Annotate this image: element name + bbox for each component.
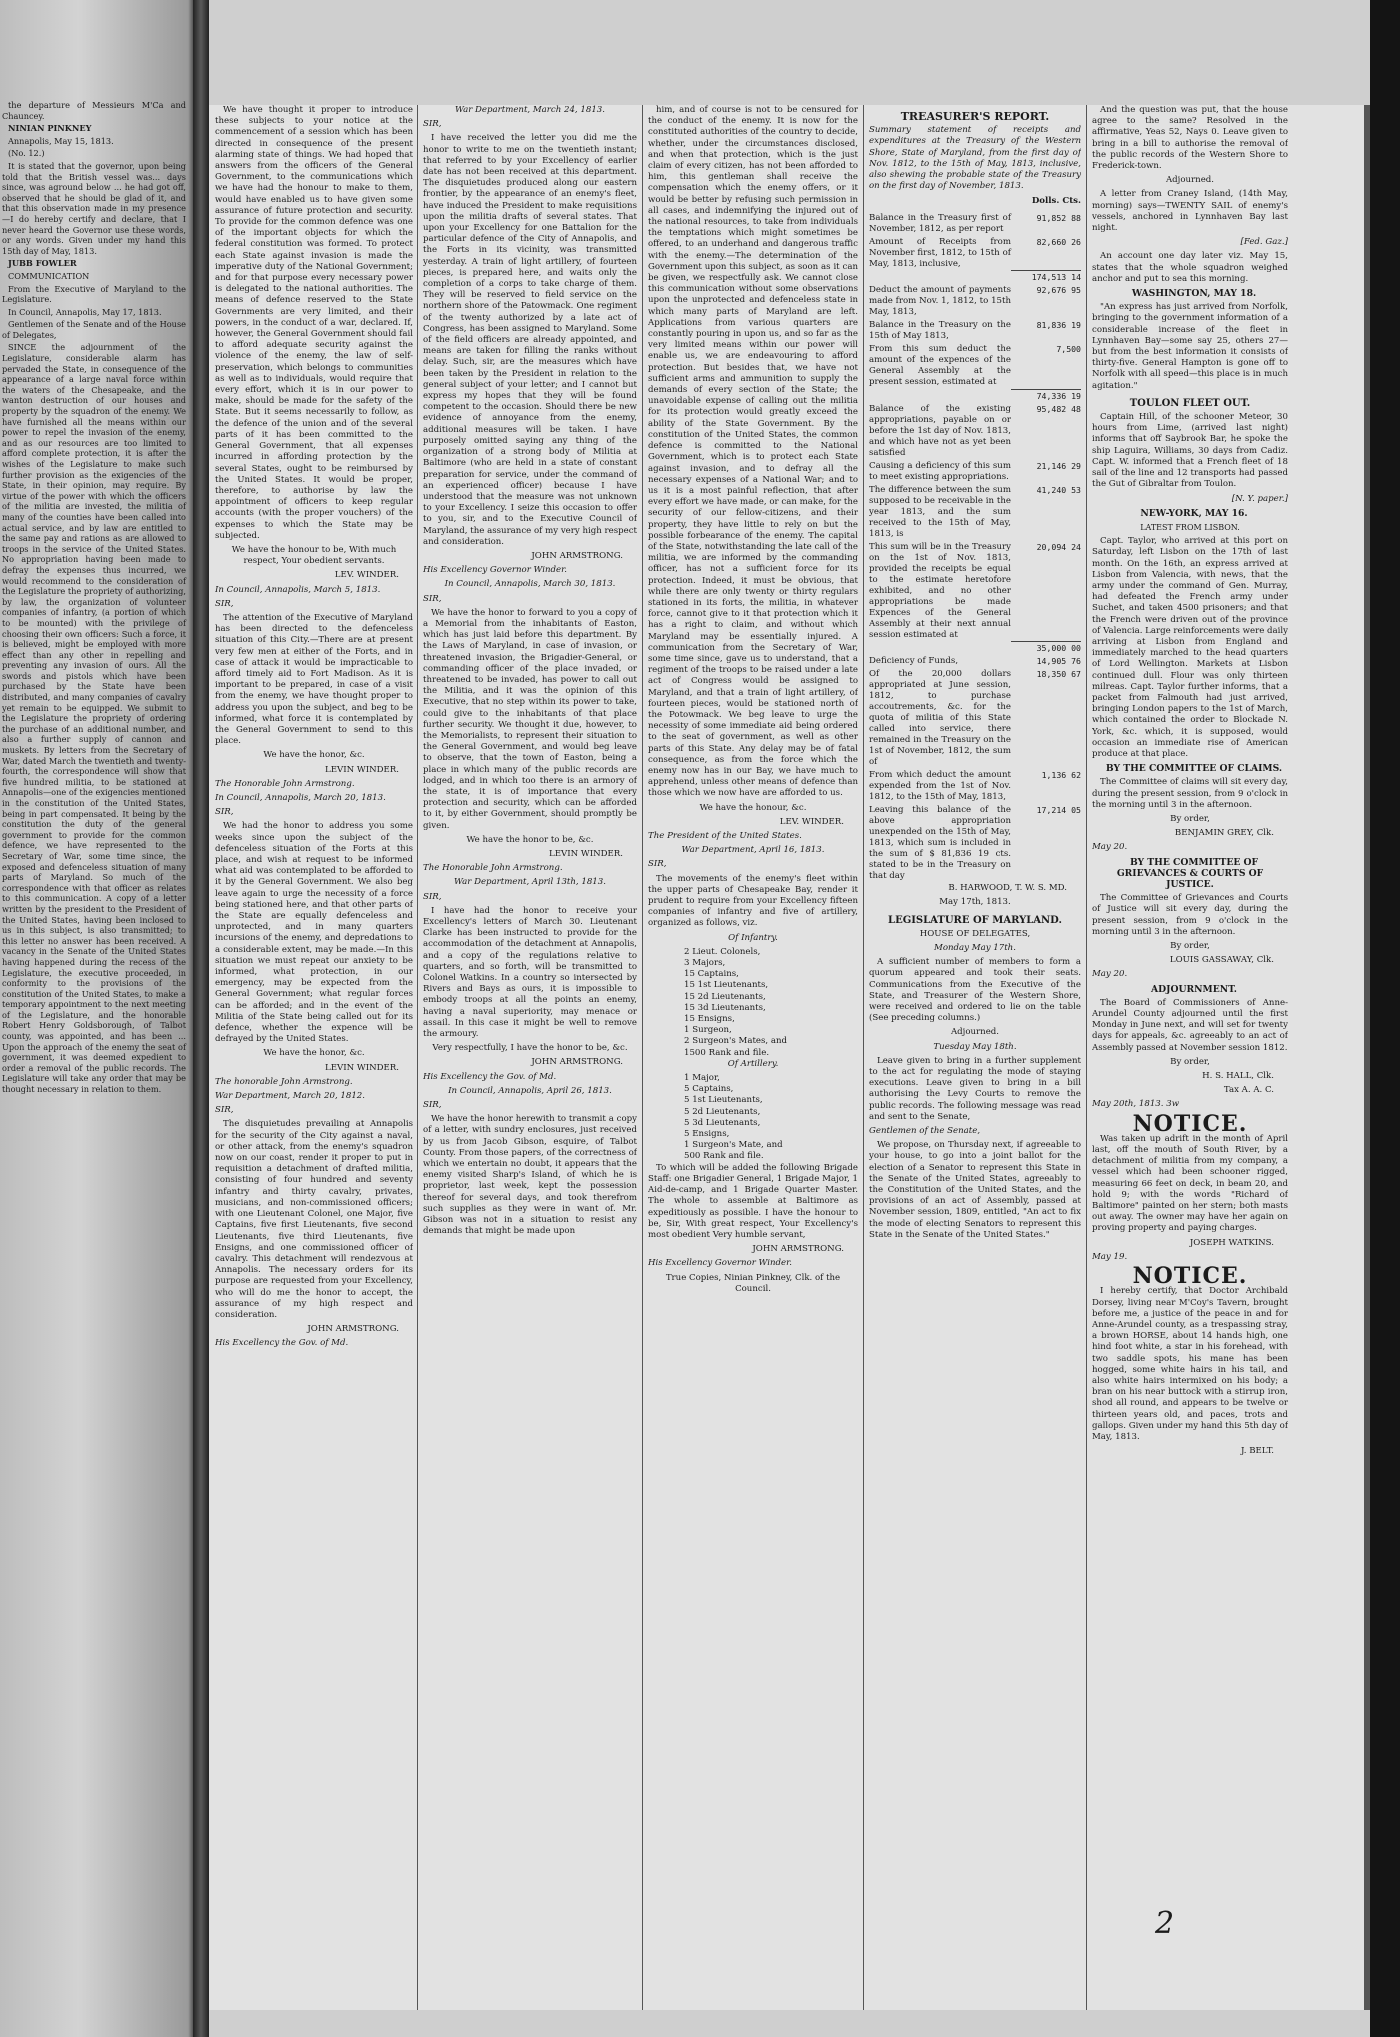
- treasury-label: Amount of Receipts from November first, 1812, to 15th of May, 1813, inclusive,: [869, 236, 1011, 269]
- signature: J. BELT.: [1240, 1446, 1274, 1457]
- infantry-heading: Of Infantry.: [728, 932, 778, 943]
- salutation: SIR,: [215, 598, 234, 609]
- signature-pinkney: NINIAN PINKNEY: [8, 123, 92, 134]
- signature: JOHN ARMSTRONG.: [307, 1324, 399, 1335]
- letter-heading: War Department, March 20, 1812.: [215, 1091, 366, 1102]
- letter-heading: In Council, Annapolis, March 30, 1813.: [444, 579, 616, 590]
- treasury-amount: 81,836 19: [1036, 320, 1081, 331]
- treasury-row: [869, 541, 1081, 642]
- letter-heading: In Council, Annapolis, March 5, 1813.: [215, 584, 381, 595]
- artillery-item: 1 Major,: [684, 1073, 720, 1084]
- treasury-amount: 74,336 19: [1011, 389, 1081, 403]
- infantry-item: 15 1st Lieutenants,: [684, 980, 769, 991]
- signature: JOHN ARMSTRONG.: [531, 1057, 623, 1068]
- monday-heading: Monday May 17th.: [934, 942, 1016, 953]
- news-paragraph: A letter from Craney Island, (14th May, morning) says—TWENTY SAIL of enemy's vessels, anchored in Lynnhaven Bay last night.: [1092, 189, 1288, 234]
- previous-page-edge: [0, 0, 196, 2037]
- infantry-item: 2 Surgeon's Mates, and: [684, 1036, 788, 1047]
- artillery-list: [648, 1073, 858, 1163]
- column-2: [423, 105, 637, 2010]
- treasurer-report-title: TREASURER'S REPORT.: [900, 110, 1050, 123]
- treasury-label: From this sum deduct the amount of the expences of the General Assembly at the present session, estimated at: [869, 344, 1011, 388]
- communication-title: COMMUNICATION: [8, 270, 90, 281]
- infantry-item: 15 2d Lieutenants,: [684, 991, 766, 1002]
- notice-paragraph: Was taken up adrift in the month of April last, off the mouth of South River, by a detachment of militia from my company, a vessel which had been schooner rigged, measuring 66 feet on deck, in beam 20, and hold 9; with the words "Richard of Baltimore" painted on her stern; both masts out away. The owner may have her again on proving property and paying charges.: [1092, 1133, 1288, 1234]
- treasury-row: [869, 236, 1081, 271]
- treasury-amount: 91,852 88: [1036, 212, 1081, 223]
- notice-paragraph: The Committee of claims will sit every day, during the present session, from 9 o'clock in the morning until 3 in the afternoon.: [1092, 777, 1288, 810]
- letter-heading: In Council, Annapolis, April 26, 1813.: [448, 1085, 612, 1096]
- notice-paragraph: I hereby certify, that Doctor Archibald Dorsey, living near M'Coy's Tavern, brought before me, a justice of the peace in and for Anne-Arundel county, as a trespassing stray, a brown HORSE, about 14 hands high, one hind foot white, a star in his forehead, with two saddle spots, his mane has been hogged, some white hairs in his tail, and also white hairs intermixed on his body; a bran on his near buttock with a stirrup iron, shod all round, and appears to be twelve or thirteen years old, and paces, trots and gallops. Given under my hand this 5th day of May, 1813.: [1092, 1286, 1288, 1442]
- lisbon-heading: LATEST FROM LISBON.: [1140, 522, 1240, 532]
- legislature-paragraph: We propose, on Thursday next, if agreeable to your house, to go into a joint ballot for the election of a Senator to represent this State in the Senate of the United States, agreeably to the Constitution of the United States, and the provisions of an act of Assembly, passed at November session, 1809, entitled, "An act to fix the mode of electing Senators to represent this State in the Senate of the United States.": [869, 1140, 1081, 1240]
- column-rule: [1086, 105, 1087, 2010]
- signature: LEV. WINDER.: [779, 816, 844, 827]
- treasury-amount: 35,000 00: [1011, 642, 1081, 656]
- treasury-amount: 17,214 05: [1036, 805, 1081, 816]
- notice-heading: NOTICE.: [1132, 1110, 1248, 1137]
- letter-paragraph: him, and of course is not to be censured for the conduct of the enemy. It is now for the constituted authorities of the country to decide, whether, under the circumstances disclosed, and when that protection, which is the just claim of every citizen, has not been afforded to him, this gentleman shall receive the compensation which the enemy offers, or it would be better by refusing such permission in all cases, and indemnifying the injured out of the national resources, to take from individuals the temptations which might sometimes be offered, to an underhand and dangerous traffic with the enemy.—The determination of the Government upon this subject, as soon as it can be given, we respectfully ask. We cannot close this communication without some observations upon the unprotected and defenceless state in which many parts of Maryland are left. Applications from various quarters are constantly pouring in upon us, and so far as the very limited means within our power will enable us, we are endeavouring to afford protection. But besides that, we have not sufficient arms and ammunition to supply the demands of every section of the State; the unavoidable expense of calling out the militia for its protection would greatly exceed the ability of the State Government. By the constitution of the United States, the common defence is committed to the National Government, which is to protect each State against invasion, and to defray all the necessary expenses of a National War; and to us it is a most painful reflection, that after every effort we have made, or can make, for the security of our fellow-citizens, and their property, they have little to rely on but the possible forbearance of the enemy. The capital of the State, notwithstanding the late call of the militia, we are informed by the commanding officer, has not a sufficient force for its protection. Indeed, it must be obvious, that while there are only twenty or thirty regulars stationed in its forts, the militia, in whatever force, cannot give to it that protection which it has a right to claim, and without which Maryland may be essentially injured. A communication from the Secretary of War, some time since, gave us to understand, that a regiment of the troops to be raised under a late act of Congress would be assigned to Maryland, and that a train of light artillery, of fourteen pieces, would be stationed north of the Potowmack. We beg leave to urge the necessity of some immediate aid being ordered to the seat of government, as well as other parts of this State. Any delay may be of fatal consequence, as from the force which the enemy now has in our Bay, we have much to apprehend, unless other means of defence than those which we now have are afforded to us.: [648, 105, 858, 799]
- infantry-item: 2 Lieut. Colonels,: [684, 946, 761, 957]
- column-1: [215, 105, 413, 2010]
- treasury-label: Balance in the Treasury first of November, 1812, as per report: [869, 212, 1011, 234]
- adjourned: Adjourned.: [950, 1027, 1000, 1038]
- date: May 20.: [1092, 842, 1128, 853]
- letter-closing: We have the honor, &c.: [263, 1048, 365, 1059]
- column-3: [648, 105, 858, 2010]
- artillery-item: 5 Captains,: [684, 1084, 734, 1095]
- treasury-amount: 92,676 95: [1036, 285, 1081, 296]
- treasury-row: [869, 642, 1081, 656]
- artillery-item: 5 3d Lieutenants,: [684, 1117, 761, 1128]
- salutation: SIR,: [648, 859, 667, 870]
- treasury-row: [869, 655, 1081, 668]
- treasury-label: Causing a deficiency of this sum to meet existing appropriations.: [869, 460, 1011, 482]
- column-rule: [863, 105, 864, 2010]
- signature: JOHN ARMSTRONG.: [531, 550, 623, 561]
- news-paragraph: "An express has just arrived from Norfolk, bringing to the government information of a considerable increase of the fleet in Lynnhaven Bay—some say 25, others 27—but from the best information it consists of thirty-five. General Hampton is gone off to Norfolk with all speed—this place is in much agitation.": [1092, 302, 1288, 391]
- treasury-row: [869, 804, 1081, 883]
- by-order: By order,: [1170, 1056, 1210, 1067]
- artillery-item: 5 2d Lieutenants,: [684, 1106, 761, 1117]
- signature: LEVIN WINDER.: [325, 1062, 399, 1073]
- by-order: By order,: [1170, 941, 1210, 952]
- infantry-item: 1500 Rank and file.: [684, 1047, 770, 1058]
- treasury-row: [869, 769, 1081, 804]
- certificate-text: It is stated that the governor, upon being told that the British vessel was... days since, was aground below ... he had got off, observed that he should be glad of it, and that this observation made in my presence—I do hereby certify and declare, that I never heard the Governor use these words, or any words. Given under my hand this 15th day of May, 1813.: [2, 160, 186, 256]
- communication-body: SINCE the adjournment of the Legislature, considerable alarm has pervaded the State, in consequence of the appearance of a large naval force within the waters of the Chesapeake, and the wanton destruction of our houses and property by the squadron of the enemy. We have furnished all the means within our power to repel the invasion of the enemy, and as our resources are too limited to afford complete protection, it is after the wishes of the Legislature to make such further provision as the exigencies of the State, in their opinion, may require. By virtue of the power with which the officers of the militia are invested, the militia of many of the counties have been called into actual service, and by law are entitled to the same pay and rations as are allowed to troops in the service of the United States. No appropriation having been made to defray the expenses thus incurred, we would recommend to the consideration of the Legislature the propriety of authorizing, by law, the organization of volunteer companies of infantry, (a portion of which to be mounted) with the privilege of choosing their own officers: Such a force, it is believed, might be employed with more effect than any other in repelling and preventing any invasion of ours. All the swords and pistols which have been purchased by the State have been distributed, and many companies of cavalry yet remain to be equipped. We submit to the Legislature the propriety of ordering the purchase of an additional number, and also a further supply of cannon and muskets. By letters from the Secretary of War, dated March the twentieth and twenty-fourth, the correspondence will show that five hundred militia, to be stationed at Annapolis—one of the exigencies mentioned in the constitution of the United States, being in part compensated. It being by the constitution the duty of the general government to provide for the common defence, we have represented to the Secretary of War, some time since, the exposed and defenceless situation of many parts of Maryland. So much of the correspondence with that officer as relates to this communication. A copy of a letter written by the president to the President of the United States, having been inclosed to us in this subject, is also transmitted; to this letter no answer has been received. A vacancy in the Senate of the United States having happened during the recess of the Legislature, the executive proceeded, in conformity to the provisions of the constitution of the United States, to make a temporary appointment to the next meeting of the Legislature, and the honorable Robert Henry Goldsborough, of Talbot county, was appointed, and has been ... Upon the approach of the enemy the seat of government, it was deemed expedient to order a removal of the public records. The Legislature will take any order that may be thought necessary in relation to them.: [2, 342, 186, 1095]
- signature: LOUIS GASSAWAY, Clk.: [1169, 955, 1274, 966]
- letter-closing: We have the honor to be, &c.: [466, 834, 594, 845]
- notice-paragraph: The Board of Commissioners of Anne-Arundel County adjourned until the first Monday in June next, and will set for twenty days for appeals, &c. agreeably to an act of Assembly passed at November session 1812.: [1092, 997, 1288, 1053]
- book-binding: [193, 0, 209, 2037]
- letter-paragraph: The disquietudes prevailing at Annapolis for the security of the City against a naval, or other attack, from the enemy's squadron now on our coast, render it proper to put in requisition a detachment of drafted militia, consisting of four hundred and seventy infantry and thirty cavalry, privates, musicians, and non-commissioned officers; with one Lieutenant Colonel, one Major, five Captains, five first Lieutenants, five second Lieutenants, five third Lieutenants, five Ensigns, and one commissioned officer of cavalry. This detachment will rendezvous at Annapolis. The necessary orders for its purpose are requested from your Excellency, who will do me the honor to accept, the assurance of my high respect and consideration.: [215, 1119, 413, 1320]
- date: May 20th, 1813. 3w: [1092, 1099, 1180, 1110]
- signature-date: May 17th, 1813.: [939, 897, 1011, 908]
- legislature-paragraph: A sufficient number of members to form a quorum appeared and took their seats. Communications from the Executive of the State, and Treasurer of the Western Shore, were received and ordered to lie on the table (See preceding columns.): [869, 957, 1081, 1024]
- signature-title: Tax A. A. C.: [1223, 1085, 1274, 1096]
- treasury-row: [869, 284, 1081, 319]
- letter-paragraph: To which will be added the following Brigade Staff: one Brigadier General, 1 Brigade Major, 1 Aid-de-camp, and 1 Brigade Quarter Master. The whole to assemble at Baltimore as expeditiously as possible. I have the honour to be, Sir, With great respect, Your Excellency's most obedient Very humble servant,: [648, 1162, 858, 1240]
- addressee: His Excellency the Gov. of Md.: [423, 1071, 557, 1082]
- senate-salutation: Gentlemen of the Senate,: [869, 1125, 981, 1136]
- artillery-item: 500 Rank and file.: [684, 1151, 764, 1162]
- treasury-label: [869, 271, 1011, 285]
- infantry-list: [648, 947, 858, 1059]
- scanner-edge: [1370, 0, 1400, 2037]
- infantry-item: 15 3d Lieutenants,: [684, 1002, 766, 1013]
- signature: LEV. WINDER.: [334, 570, 399, 581]
- signature-fowler: JUBB FOWLER: [8, 258, 77, 269]
- letter-paragraph: We have the honor to forward to you a copy of a Memorial from the inhabitants of Easton, which has just laid before this department. By the Laws of Maryland, in case of invasion, or threatened invasion, the Brigadier-General, or commanding officer of the place invaded, or threatened to be invaded, has power to call out the Militia, and it was the opinion of this Executive, that no step within its power to take, could give to the inhabitants of that place further security. We thought it due, however, to the Memorialists, to represent their situation to the General Government, and would beg leave to observe, that the town of Easton, being a place in which many of the public records are lodged, and in which too there is an armory of the state, it is of importance that every protection and security, which can be afforded to it, by either Government, should promptly be given.: [423, 607, 637, 831]
- addressee: The President of the United States.: [648, 831, 802, 841]
- letter-heading: War Department, April 16, 1813.: [681, 845, 825, 856]
- house-of-delegates: HOUSE OF DELEGATES,: [919, 928, 1031, 939]
- treasury-amount: 1,136 62: [1041, 770, 1081, 781]
- letter-heading: War Department, April 13th, 1813.: [454, 877, 606, 888]
- artillery-item: 1 Surgeon's Mate, and: [684, 1140, 783, 1151]
- addressee: The Honorable John Armstrong.: [423, 863, 563, 874]
- column-5: [1092, 105, 1288, 2010]
- salutation: SIR,: [423, 119, 442, 130]
- infantry-item: 15 Captains,: [684, 969, 739, 980]
- infantry-item: 1 Surgeon,: [684, 1025, 732, 1036]
- adjournment-heading: ADJOURNMENT.: [1151, 983, 1237, 995]
- column-rule: [417, 105, 418, 2010]
- letter-paragraph: The movements of the enemy's fleet within the upper parts of Chesapeake Bay, render it prudent to require from your Excellency fifteen companies of infantry and five of artillery, organized as follows, viz.: [648, 873, 858, 929]
- letter-heading: War Department, March 24, 1813.: [454, 105, 605, 115]
- claims-heading: BY THE COMMITTEE OF CLAIMS.: [1105, 763, 1283, 775]
- treasury-row: [869, 484, 1081, 541]
- infantry-item: 15 Ensigns,: [684, 1014, 735, 1025]
- signature: JOSEPH WATKINS.: [1189, 1237, 1274, 1248]
- letter-closing: We have the honor, &c.: [263, 750, 365, 761]
- salutation: SIR,: [423, 1100, 442, 1111]
- true-copies: True Copies, Ninian Pinkney, Clk. of the Council.: [665, 1272, 841, 1294]
- salutation: SIR,: [215, 1105, 234, 1116]
- treasury-label: Deficiency of Funds,: [869, 656, 959, 667]
- previous-page-column: [2, 100, 186, 1097]
- treasury-amount: 82,660 26: [1036, 236, 1081, 247]
- communication-date: In Council, Annapolis, May 17, 1813.: [8, 306, 162, 317]
- news-paragraph: An account one day later viz. May 15, states that the whole squadron weighed anchor and put to sea this morning.: [1092, 251, 1288, 284]
- legislature-paragraph: Leave given to bring in a further supplement to the act for regulating the mode of staying executions. Leave given to bring in a bill authorising the Levy Courts to remove the public records. The following message was read and sent to the Senate,: [869, 1055, 1081, 1122]
- notice-paragraph: The Committee of Grievances and Courts of Justice will sit every day, during the present session, from 9 o'clock in the morning until 3 in the afternoon.: [1092, 893, 1288, 937]
- treasurer-report-subtitle: Summary statement of receipts and expenditures at the Treasury of the Western Shore, State of Maryland, from the first day of Nov. 1812, to the 15th of May, 1813, inclusive, also shewing the probable state of the Treasury on the first day of November, 1813.: [869, 125, 1081, 192]
- source-tag: [Fed. Gaz.]: [1240, 237, 1288, 248]
- treasury-label: Balance in the Treasury on the 15th of May 1813,: [869, 320, 1011, 342]
- date: May 19.: [1092, 1251, 1128, 1262]
- letter-closing: We have the honour, &c.: [699, 802, 807, 813]
- treasury-row: [869, 403, 1081, 460]
- letter-paragraph: I have had the honor to receive your Excellency's letters of March 30. Lieutenant Clarke has been instructed to provide for the accommodation of the detachment at Annapolis, and a copy of the regulations relative to quarters, and so forth, will be transmitted to Colonel Watkins. In a country so intersected by Rivers and Bays as ours, it is impossible to embody troops at all the points an enemy, having a naval superiority, may menace or assail. In this case it might be well to remove the armoury.: [423, 905, 637, 1040]
- communication-salutation: Gentlemen of the Senate and of the House of Delegates,: [2, 319, 186, 340]
- communication-subtitle: From the Executive of Maryland to the Legislature.: [2, 283, 186, 305]
- washington-dateline: WASHINGTON, MAY 18.: [1131, 288, 1257, 300]
- number-label: (No. 12.): [8, 148, 45, 159]
- dollars-cents-header: Dolls. Cts.: [1031, 196, 1081, 207]
- treasury-row: [869, 212, 1081, 236]
- artillery-heading: Of Artillery.: [727, 1058, 779, 1069]
- letter-closing: We have the honour to be, With much respect, Your obedient servants.: [231, 544, 397, 567]
- addressee: His Excellency Governor Winder.: [648, 1258, 793, 1269]
- dateline: Annapolis, May 15, 1813.: [8, 135, 114, 146]
- signature: BENJAMIN GREY, Clk.: [1174, 828, 1274, 839]
- treasury-row: [869, 389, 1081, 403]
- treasury-amount: 7,500: [1056, 344, 1081, 355]
- signature: JOHN ARMSTRONG.: [752, 1244, 844, 1255]
- treasury-amount: 95,482 48: [1036, 403, 1081, 414]
- by-order: By order,: [1170, 813, 1210, 824]
- signature: H. S. HALL, Clk.: [1202, 1071, 1274, 1082]
- treasury-amount: 20,094 24: [1036, 541, 1081, 552]
- treasury-amount: 18,350 67: [1036, 669, 1081, 680]
- date: May 20.: [1092, 969, 1128, 980]
- newyork-dateline: NEW-YORK, MAY 16.: [1140, 507, 1248, 519]
- infantry-item: 3 Majors,: [684, 958, 726, 969]
- news-paragraph: Captain Hill, of the schooner Meteor, 30 hours from Lime, (arrived last night) informs that off Saybrook Bar, he spoke the ship Laguira, Williams, 30 days from Cadiz. Capt. W. informed that a French fleet of 18 sail of the line and 12 transports had passed the Gut of Gibraltar from Toulon.: [1092, 412, 1288, 490]
- news-paragraph: Capt. Taylor, who arrived at this port on Saturday, left Lisbon on the 17th of last month. On the 16th, an express arrived at Lisbon from Valencia, with news, that the army under the command of Gen. Murray, had defeated the French army under Suchet, and taken 4500 prisoners; and that the French were driven out of the province of Valencia. Large reinforcements were daily arriving at Lisbon from England and immediately marched to the head quarters of Lord Wellington. Markets at Lisbon continued dull. Flour was only thirteen milreas. Capt. Taylor further informs, that a packet from Falmouth had just arrived, bringing London papers to the 1st of March, which contained the order to Blockade N. York, &c. which, it is supposed, would occasion an immediate rise of American produce at that place.: [1092, 536, 1288, 759]
- addressee: The Honorable John Armstrong.: [215, 778, 355, 789]
- salutation: SIR,: [215, 807, 234, 818]
- addressee: His Excellency Governor Winder.: [423, 565, 568, 576]
- page-sheet: [209, 105, 1370, 2010]
- legislature-title: LEGISLATURE OF MARYLAND.: [888, 914, 1062, 926]
- artillery-item: 5 Ensigns,: [684, 1129, 730, 1140]
- treasury-label: Leaving this balance of the above appropriation unexpended on the 15th of May, 1813, which sum is included in the sum of $ 81,836 19 cts. stated to be in the Treasury on that day: [869, 805, 1011, 882]
- adjourned: Adjourned.: [1165, 175, 1215, 186]
- treasury-amount: 14,905 76: [1036, 656, 1081, 667]
- letter-heading: In Council, Annapolis, March 20, 1813.: [215, 792, 386, 803]
- notice-heading: NOTICE.: [1132, 1263, 1248, 1290]
- letter-paragraph: We have thought it proper to introduce these subjects to your notice at the commencement of a session which has been directed in consequence of the present alarming state of things. We had hoped that answers from the officers of the General Government, to the communications which we have had the honour to make to them, would have enabled us to have given some assurance of future protection and security. To provide for the common defence was one of the important objects for which the federal constitution was formed. To protect each State against invasion is made the imperative duty of the National Government; and for that purpose every necessary power is delegated to the national authorities. The means of defence reserved to the State Governments are very limited, and their powers, in the conduct of a war, declared. If, however, the General Government should fail to afford adequate security against the violence of the enemy, the law of self-preservation, which belongs to communities as well as to individuals, would require that every effort, which it is in our power to make, should be made for the safety of the State. But it seems necessarily to follow, as the defence of the union and of the several parts of it has been committed to the General Government, that all expenses incurred in affording protection by the several States, ought to be reimbursed by the United States. It would be proper, therefore, to authorise by law the appointment of officers to keep regular accounts (with the proper vouchers) of the expenses to which the State may be subjected.: [215, 105, 413, 541]
- treasury-label: Deduct the amount of payments made from Nov. 1, 1812, to 15th May, 1813,: [869, 285, 1011, 318]
- treasury-row: [869, 271, 1081, 285]
- signature-harwood: B. HARWOOD, T. W. S. MD.: [948, 883, 1067, 894]
- treasury-row: [869, 668, 1081, 769]
- tuesday-heading: Tuesday May 18th.: [933, 1041, 1017, 1052]
- artillery-item: 5 1st Lieutenants,: [684, 1095, 763, 1106]
- addressee: The honorable John Armstrong.: [215, 1076, 353, 1087]
- letter-paragraph: We have the honor herewith to transmit a copy of a letter, with sundry enclosures, just received by us from Jacob Gibson, esquire, of Talbot County. From those papers, of the correctness of which we entertain no doubt, it appears that the enemy visited Sharp's Island, of which he is proprietor, last week, kept the possession thereof for several days, and took therefrom such supplies as they were in want of. Mr. Gibson was not in a situation to resist any demands that might be made upon: [423, 1114, 637, 1237]
- column-rule: [642, 105, 643, 2010]
- salutation: SIR,: [423, 593, 442, 604]
- letter-paragraph: The attention of the Executive of Maryland has been directed to the defenceless situation of this City.—There are at present very few men at either of the Forts, and in case of attack it would be impracticable to afford timely aid to Fort Madison. As it is important to be prepared, in case of a visit from the enemy, we have thought proper to address you upon the subject, and beg to be informed, what force it is contemplated by the General Government to send to this place.: [215, 612, 413, 747]
- signature: LEVIN WINDER.: [325, 764, 399, 775]
- letter-closing: Very respectfully, I have the honor to be, &c.: [432, 1043, 628, 1054]
- column-4: [869, 105, 1081, 2010]
- treasury-label: [869, 389, 1011, 403]
- treasury-amount: 174,513 14: [1011, 271, 1081, 285]
- letter-paragraph: We had the honor to address you some weeks since upon the subject of the defenceless situation of the Forts at this place, and wish at request to be informed what aid was contemplated to be afforded to it by the General Government. We also beg leave again to urge the necessity of a force being stationed here, and that other parts of the State are equally defenceless and unprotected, and in many quarters incursions of the enemy, and depredations to a considerable extent, may be made.—In this situation we must repeat our anxiety to be informed, what protection, in our emergency, may be expected from the General Government; what regular forces can be afforded; and in the event of the Militia of the State being called out for its defence, whether the expence will be defrayed by the United States.: [215, 821, 413, 1045]
- treasury-label: From which deduct the amount expended from the 1st of Nov. 1812, to the 15th of May, 1813,: [869, 770, 1011, 803]
- treasury-label: The difference between the sum supposed to be receivable in the year 1813, and the sum received to the 15th of May, 1813, is: [869, 484, 1011, 539]
- source-tag: [N. Y. paper.]: [1231, 493, 1288, 504]
- letter-paragraph: I have received the letter you did me the honor to write to me on the twentieth instant; that referred to by your Excellency of earlier date has not been received at this department. The disquietudes produced along our eastern frontier, by the appearance of an enemy's fleet, have induced the President to make requisitions upon the militia drafts of several states. That upon your Excellency for one Battalion for the particular defence of the City of Annapolis, and the Forts in its vicinity, was transmitted yesterday. A train of light artillery, of fourteen pieces, is prepared here, and waits only the completion of a corps to take charge of them. They will be reserved to field service on the northern shore of the Patowmack. One regiment of the twenty authorized by a late act of Congress, has been assigned to Maryland. Some of the field officers are already appointed, and means are taken for filling the ranks without delay. Such, sir, are the measures which have been taken by the President in relation to the general subject of your letter; and I cannot but express my hopes that they will be found competent to the occasion. Should there be new evidence of annoyance from the enemy, additional measures will be taken. I have purposely omitted saying any thing of the organization of a strong body of Militia at Baltimore (who are held in a state of constant preparation for service, under the command of an experienced officer) because I have understood that the measure was not unknown to your Excellency. I seize this occasion to offer to you, sir, and to the Executive Council of Maryland, the assurance of my very high respect and consideration.: [423, 133, 637, 547]
- news-paragraph: And the question was put, that the house agree to the same? Resolved in the affirmative, Yeas 52, Nays 0. Leave given to bring in a bill to authorise the removal of the public records of the Western Shore to Frederick-town.: [1092, 105, 1288, 172]
- page-number: 2: [1155, 1906, 1175, 1941]
- addressee: His Excellency the Gov. of Md.: [215, 1338, 349, 1349]
- treasury-label: [869, 642, 1011, 656]
- signature: LEVIN WINDER.: [549, 849, 623, 859]
- treasury-label: Of the 20,000 dollars appropriated at June session, 1812, to purchase accoutrements, &c. for the quota of militia of this State called into service, there remained in the Treasury on the 1st of November, 1812, the sum of: [869, 669, 1011, 768]
- treasury-label: This sum will be in the Treasury on the 1st of Nov. 1813, provided the receipts be equal to the estimate heretofore exhibited, and no other appropriations be made Expences of the General Assembly at their next annual session estimated at: [869, 541, 1011, 640]
- treasury-row: [869, 343, 1081, 389]
- toulon-heading: TOULON FLEET OUT.: [1129, 397, 1251, 409]
- treasury-table: [869, 212, 1081, 884]
- treasury-row: [869, 319, 1081, 343]
- grievances-heading: BY THE COMMITTEE OF GRIEVANCES & COURTS OF JUSTICE.: [1116, 856, 1264, 890]
- treasury-row: [869, 460, 1081, 484]
- treasury-amount: 21,146 29: [1036, 460, 1081, 471]
- treasury-amount: 41,240 53: [1036, 484, 1081, 495]
- salutation: SIR,: [423, 891, 442, 902]
- previous-page-top: the departure of Messieurs M'Ca and Chauncey.: [2, 100, 186, 121]
- treasury-label: Balance of the existing appropriations, payable on or before the 1st day of Nov. 1813, and which have not as yet been satisfied: [869, 403, 1011, 458]
